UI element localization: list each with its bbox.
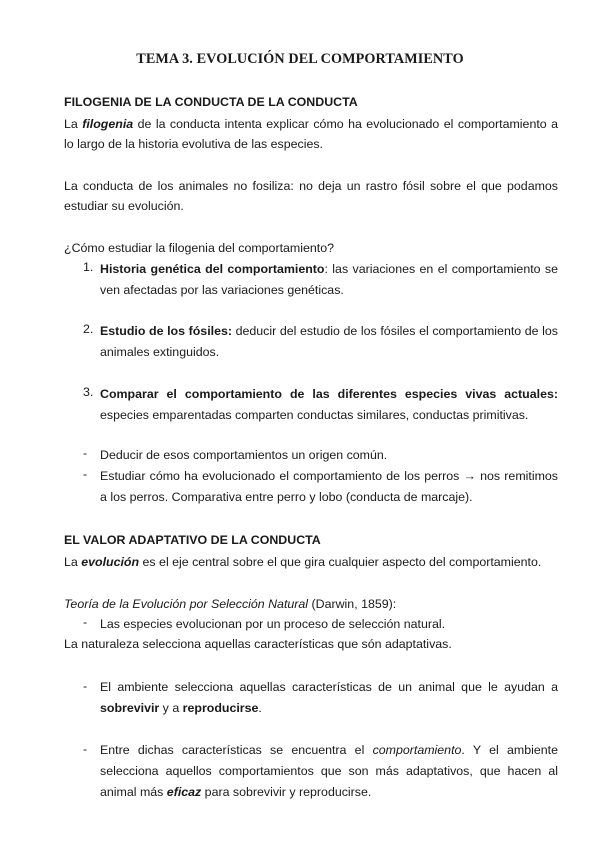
- term-evolucion: evolución: [81, 555, 140, 569]
- text: (Darwin, 1859):: [308, 597, 397, 611]
- text: La: [64, 117, 83, 131]
- paragraph-filogenia-intro: [64, 114, 558, 154]
- dash-item-comportamiento: [100, 740, 558, 803]
- question-text: ¿Cómo estudiar la filogenia del comportamiento?: [64, 241, 334, 255]
- text: El ambiente selecciona aquellas características de un animal que le ayudan a: [100, 680, 558, 694]
- list-item-comparar: [100, 384, 558, 426]
- term-eficaz: eficaz: [166, 785, 202, 799]
- dash-bullet: -: [83, 446, 88, 460]
- paragraph-teoria: [64, 594, 558, 614]
- list-item-text: especies emparentadas comparten conductas similares, conductas primitivas.: [100, 408, 529, 422]
- text: . Y el ambiente selecciona aquellos comportamientos que son más adaptativos, que hacen al animal más: [100, 743, 558, 799]
- dash-bullet: -: [83, 742, 88, 756]
- list-item-text: : las variaciones en el comportamiento se ven afectadas por las variaciones genéticas.: [100, 262, 558, 297]
- list-item-fosiles: [100, 321, 558, 363]
- dash-item-especies: Las especies evolucionan por un proceso de selección natural.: [100, 617, 446, 631]
- dash-item-ambiente: [100, 677, 558, 719]
- text: La: [64, 555, 82, 569]
- list-number: 2.: [83, 322, 94, 336]
- paragraph-naturaleza: La naturaleza selecciona aquellas características que són adaptativas.: [64, 637, 452, 651]
- list-item-bold: Estudio de los fósiles:: [100, 324, 232, 338]
- dash-item-perros: Estudiar cómo ha evolucionado el comportamiento de los perros → nos remitimos a los perros. Comparativa entre perro y lobo (conducta de marcaje).: [100, 469, 558, 504]
- section-heading-valor-adaptativo: EL VALOR ADAPTATIVO DE LA CONDUCTA: [64, 533, 321, 547]
- text: y a: [159, 701, 183, 715]
- theory-title: Teoría de la Evolución por Selección Natural: [64, 597, 309, 611]
- dash-bullet: -: [83, 615, 88, 629]
- page-title: TEMA 3. EVOLUCIÓN DEL COMPORTAMIENTO: [136, 51, 464, 67]
- paragraph-evolucion: [64, 552, 558, 572]
- bold-sobrevivir: sobrevivir: [100, 701, 160, 715]
- text: es el eje central sobre el que gira cualquier aspecto del comportamiento.: [139, 555, 542, 569]
- text: .: [258, 701, 262, 715]
- list-number: 3.: [83, 385, 94, 399]
- dash-item-deducir: Deducir de esos comportamientos un origen común.: [100, 448, 388, 462]
- list-item-bold: Historia genética del comportamiento: [100, 262, 325, 276]
- dash-bullet: -: [83, 679, 88, 693]
- term-filogenia: filogenia: [82, 117, 134, 131]
- term-comportamiento: comportamiento: [372, 743, 462, 757]
- list-item-historia: [100, 259, 558, 301]
- list-number: 1.: [83, 260, 94, 274]
- text: para sobrevivir y reproducirse.: [201, 785, 372, 799]
- list-item-text: deducir del estudio de los fósiles el comportamiento de los animales extinguidos.: [100, 324, 558, 359]
- dash-bullet: -: [83, 467, 88, 481]
- text: Entre dichas características se encuentra el: [100, 743, 373, 757]
- section-heading-filogenia: FILOGENIA DE LA CONDUCTA DE LA CONDUCTA: [64, 95, 358, 109]
- paragraph-no-fosiliza: La conducta de los animales no fosiliza: no deja un rastro fósil sobre el que podamos estudiar su evolución.: [64, 179, 558, 213]
- list-item-bold: Comparar el comportamiento de las diferentes especies vivas actuales:: [100, 387, 558, 401]
- text: de la conducta intenta explicar cómo ha evolucionado el comportamiento a lo largo de la historia evolutiva de las especies.: [64, 117, 558, 151]
- bold-reproducirse: reproducirse: [182, 701, 259, 715]
